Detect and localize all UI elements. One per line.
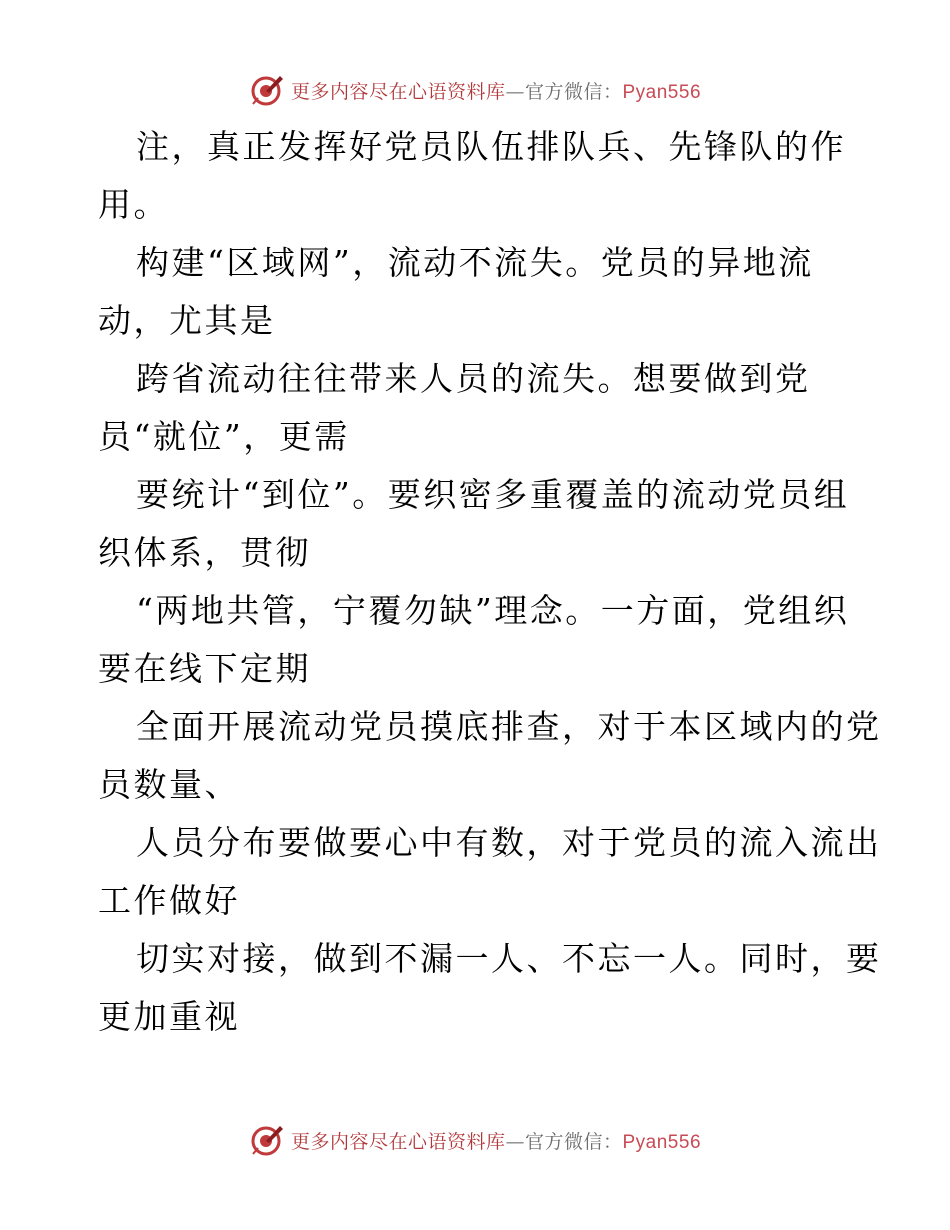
body-line: 要统计“到位”。要织密多重覆盖的流动党员组 <box>136 475 850 514</box>
body-line: 注，真正发挥好党员队伍排队兵、先锋队的作 <box>136 127 846 166</box>
document-body <box>98 118 882 1046</box>
body-line: 更加重视 <box>98 997 240 1036</box>
body-line: 用。 <box>98 185 169 224</box>
banner-dash: — <box>505 80 525 103</box>
body-line: 织体系，贯彻 <box>98 533 311 572</box>
body-line: 动，尤其是 <box>98 301 276 340</box>
footer-banner <box>0 1120 950 1160</box>
banner-wechat-label: 官方微信： <box>524 1130 623 1153</box>
header-banner <box>0 70 950 110</box>
body-line: “两地共管，宁覆勿缺”理念。一方面，党组织 <box>136 591 850 630</box>
body-line: 构建“区域网”，流动不流失。党员的异地流 <box>136 243 814 282</box>
pen-logo-icon <box>249 72 285 108</box>
banner-wechat-label: 官方微信： <box>524 80 623 103</box>
banner-wechat-id: Pyan556 <box>622 1131 702 1153</box>
banner-title: 更多内容尽在心语资料库 <box>290 80 506 103</box>
body-line: 全面开展流动党员摸底排查，对于本区域内的党 <box>136 707 882 746</box>
banner-dash: — <box>505 1130 525 1153</box>
body-line: 员数量、 <box>98 765 240 804</box>
body-line: 员“就位”，更需 <box>98 417 350 456</box>
body-line: 要在线下定期 <box>98 649 311 688</box>
body-line: 工作做好 <box>98 881 240 920</box>
pen-logo-icon <box>249 1122 285 1158</box>
body-line: 切实对接，做到不漏一人、不忘一人。同时，要 <box>136 939 882 978</box>
body-line: 人员分布要做要心中有数，对于党员的流入流出 <box>136 823 882 862</box>
banner-title: 更多内容尽在心语资料库 <box>290 1130 506 1153</box>
banner-wechat-id: Pyan556 <box>622 81 702 103</box>
body-line: 跨省流动往往带来人员的流失。想要做到党 <box>136 359 811 398</box>
